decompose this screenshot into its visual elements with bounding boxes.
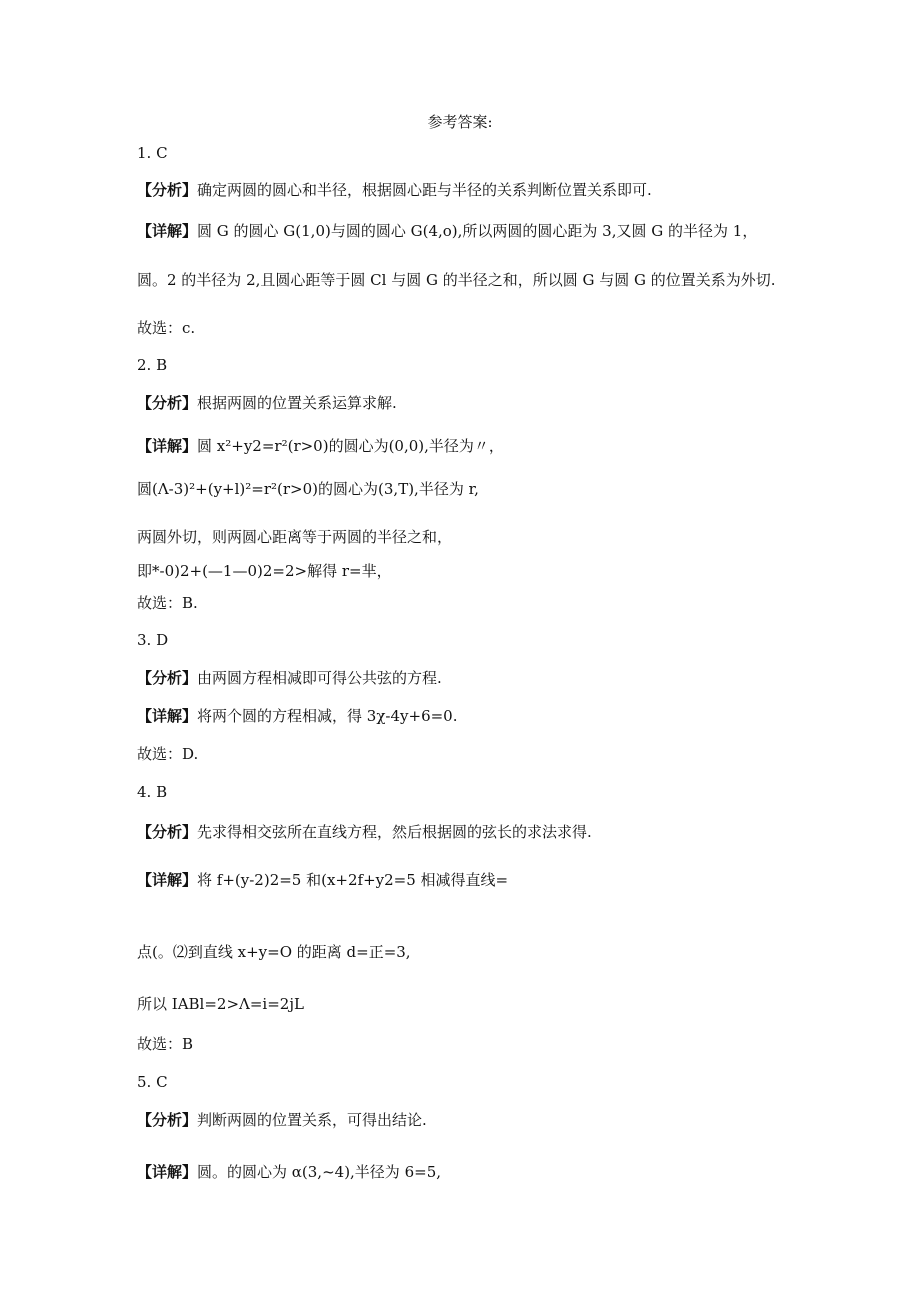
detail-line: 【详解】将两个圆的方程相减，得 3χ-4y+6=0.	[137, 707, 458, 725]
choice-line: 故选：B.	[137, 594, 198, 612]
detail-line: 两圆外切，则两圆心距离等于两圆的半径之和，	[137, 528, 453, 546]
detail-line: 【详解】圆 x²+y2=r²(r>0)的圆心为(0,0),半径为〃，	[137, 437, 504, 455]
analysis-line: 【分析】确定两圆的圆心和半径，根据圆心距与半径的关系判断位置关系即可.	[137, 181, 652, 199]
analysis-line: 【分析】由两圆方程相减即可得公共弦的方程.	[137, 669, 442, 687]
answer-line: 5. C	[137, 1073, 168, 1091]
choice-line: 故选：D.	[137, 745, 199, 763]
detail-line: 所以 IABl=2>Λ=i=2jL	[137, 995, 304, 1013]
detail-line: 圆。2 的半径为 2,且圆心距等于圆 Cl 与圆 G 的半径之和，所以圆 G 与圆 G 的位置关系为外切.	[137, 271, 776, 289]
detail-line: 即*-0)2+(—1—0)2=2>解得 r=芈，	[137, 562, 392, 580]
answer-line: 2. B	[137, 356, 168, 374]
detail-line: 点(。⑵到直线 x+y=O 的距离 d=正=3,	[137, 943, 411, 961]
answer-line: 1. C	[137, 144, 168, 162]
answer-line: 4. B	[137, 783, 168, 801]
choice-line: 故选：B	[137, 1035, 194, 1053]
detail-line: 【详解】将 f+(y-2)2=5 和(x+2f+y2=5 相减得直线=	[137, 871, 509, 889]
analysis-line: 【分析】根据两圆的位置关系运算求解.	[137, 394, 397, 412]
choice-line: 故选：c.	[137, 319, 196, 337]
analysis-line: 【分析】判断两圆的位置关系，可得出结论.	[137, 1111, 427, 1129]
analysis-line: 【分析】先求得相交弦所在直线方程，然后根据圆的弦长的求法求得.	[137, 823, 592, 841]
detail-line: 圆(Λ-3)²+(y+l)²=r²(r>0)的圆心为(3,T),半径为 r,	[137, 480, 479, 498]
page-title: 参考答案:	[427, 113, 493, 131]
detail-line: 【详解】圆 G 的圆心 G(1,0)与圆的圆心 G(4,o),所以两圆的圆心距为 3,又圆 G 的半径为 1，	[137, 222, 758, 240]
detail-line: 【详解】圆。的圆心为 α(3,~4),半径为 6=5,	[137, 1163, 442, 1181]
answer-line: 3. D	[137, 631, 169, 649]
